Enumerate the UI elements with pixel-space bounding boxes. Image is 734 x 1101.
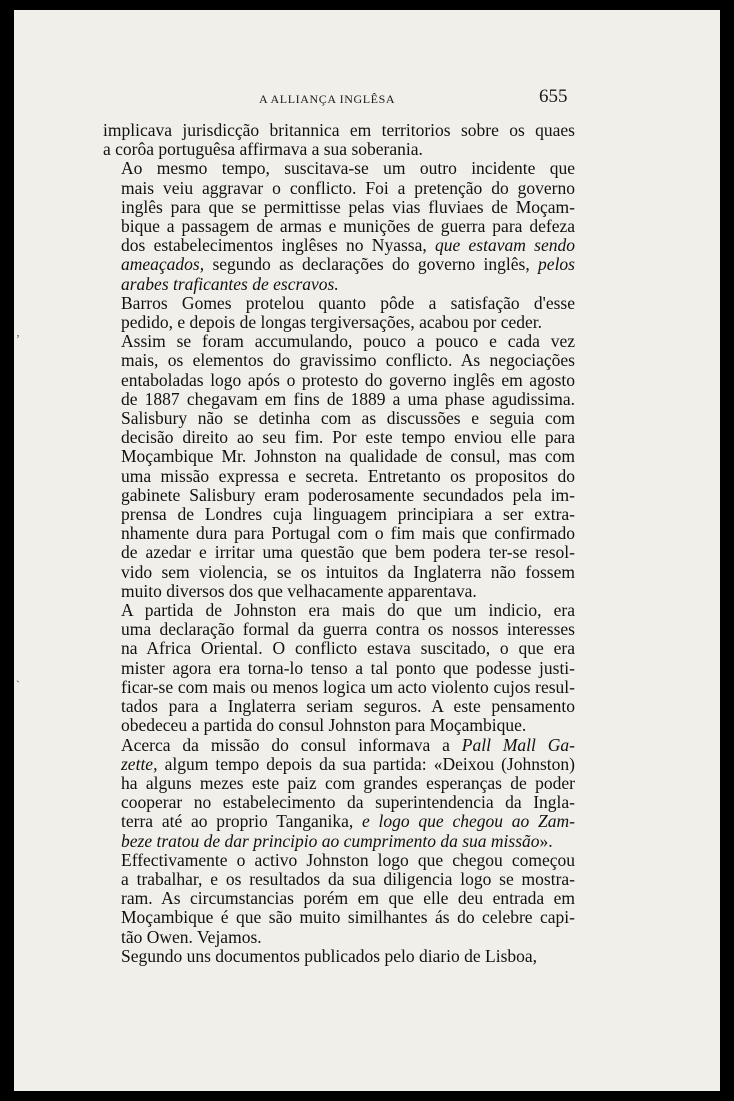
text-line: Ao mesmo tempo, suscitava-se um outro incidente que xyxy=(121,158,575,179)
text-line: a trabalhar, e os resultados da sua diligencia logo se mostra- xyxy=(121,868,575,889)
text-line: beze tratou de dar principio ao cumprimento da sua missão». xyxy=(121,830,553,851)
text-line: cooperar no estabelecimento da superintendencia da Ingla- xyxy=(121,792,575,813)
text-line: decisão direito ao seu fim. Por este tempo enviou elle para xyxy=(121,427,575,448)
text-line: vido sem violencia, se os intuitos da Inglaterra não fossem xyxy=(121,561,575,582)
margin-tick-mark: ʼ xyxy=(16,332,20,346)
running-title: A ALLIANÇA INGLÊSA xyxy=(259,92,396,106)
paragraph xyxy=(103,332,575,601)
text-line: ficar-se com mais ou menos logica um acto violento cujos resul- xyxy=(121,676,575,697)
text-line: Acerca da missão do consul informava a Pall Mall Ga- xyxy=(121,734,575,755)
text-line: dos estabelecimentos inglêses no Nyassa, que estavam sendo xyxy=(121,235,575,256)
text-line: Moçambique é que são muito similhantes ás do celebre capi- xyxy=(121,907,575,928)
text-line: pedido, e depois de longas tergiversações, acabou por ceder. xyxy=(121,312,542,333)
text-line: terra até ao proprio Tanganika, e logo que chegou ao Zam- xyxy=(121,811,575,832)
text-line: a corôa portuguêsa affirmava a sua soberania. xyxy=(103,139,423,160)
text-line: Assim se foram accumulando, pouco a pouco e cada vez xyxy=(121,331,575,352)
text-line: ameaçados, segundo as declarações do governo inglês, pelos xyxy=(121,254,575,275)
paragraph xyxy=(103,736,575,851)
paragraph xyxy=(103,947,575,966)
paragraph xyxy=(103,851,575,947)
text-line: Barros Gomes protelou quanto pôde a satisfação d'esse xyxy=(121,292,575,313)
paragraph xyxy=(103,159,575,293)
text-line: Segundo uns documentos publicados pelo diario de Lisboa, xyxy=(121,945,538,966)
text-line: bique a passagem de armas e munições de guerra para defeza xyxy=(121,216,575,237)
text-line: obedeceu a partida do consul Johnston para Moçambique. xyxy=(121,715,527,736)
margin-tick-mark: ˋ xyxy=(16,678,20,692)
text-line: zette, algum tempo depois da sua partida: «Deixou (Johnston) xyxy=(121,753,575,774)
paragraph xyxy=(103,294,575,332)
text-line: mais, os elementos do gravissimo conflicto. As negociações xyxy=(121,350,575,371)
text-line: gabinete Salisbury eram poderosamente secundados pela im- xyxy=(121,484,575,505)
text-line: tão Owen. Vejamos. xyxy=(121,926,262,947)
text-line: inglês para que se permittisse pelas vias fluviaes de Moçam- xyxy=(121,196,575,217)
text-line: Moçambique Mr. Johnston na qualidade de consul, mas com xyxy=(121,446,575,467)
text-line: uma declaração formal da guerra contra os nossos interesses xyxy=(121,619,575,640)
text-line: de azedar e irritar uma questão que bem podera ter-se resol- xyxy=(121,542,575,563)
paragraph xyxy=(103,601,575,735)
text-line: ha alguns mezes este paiz com grandes esperanças de poder xyxy=(121,772,575,793)
text-line: na Africa Oriental. O conflicto estava suscitado, o que era xyxy=(121,638,575,659)
text-line: tados para a Inglaterra seriam seguros. A este pensamento xyxy=(121,696,575,717)
text-line: entaboladas logo após o protesto do governo inglês em agosto xyxy=(121,369,575,390)
text-line: implicava jurisdicção britannica em territorios sobre os quaes xyxy=(103,120,575,140)
text-line: mais veiu aggravar o conflicto. Foi a pretenção do governo xyxy=(121,177,575,198)
text-line: arabes traficantes de escravos. xyxy=(121,273,339,294)
text-line: prensa de Londres cuja linguagem principiara a ser extra- xyxy=(121,504,575,525)
text-line: muito diversos dos que velhacamente apparentava. xyxy=(121,580,477,601)
body-text xyxy=(103,121,575,966)
text-line: A partida de Johnston era mais do que um indicio, era xyxy=(121,600,575,621)
paragraph xyxy=(103,121,575,159)
text-line: nhamente dura para Portugal com o fim mais que confirmado xyxy=(121,523,575,544)
text-line: uma missão expressa e secreta. Entretanto os propositos do xyxy=(121,465,575,486)
page-header xyxy=(14,86,720,110)
book-page xyxy=(14,10,720,1091)
text-line: Effectivamente o activo Johnston logo que chegou começou xyxy=(121,849,575,870)
page-number: 655 xyxy=(539,86,568,107)
text-line: de 1887 chegavam em fins de 1889 a uma phase agudissima. xyxy=(121,388,575,409)
text-line: mister agora era torna-lo tenso a tal ponto que podesse justi- xyxy=(121,657,575,678)
text-line: Salisbury não se detinha com as discussões e seguia com xyxy=(121,408,575,429)
text-line: ram. As circumstancias porém em que elle deu entrada em xyxy=(121,888,575,909)
